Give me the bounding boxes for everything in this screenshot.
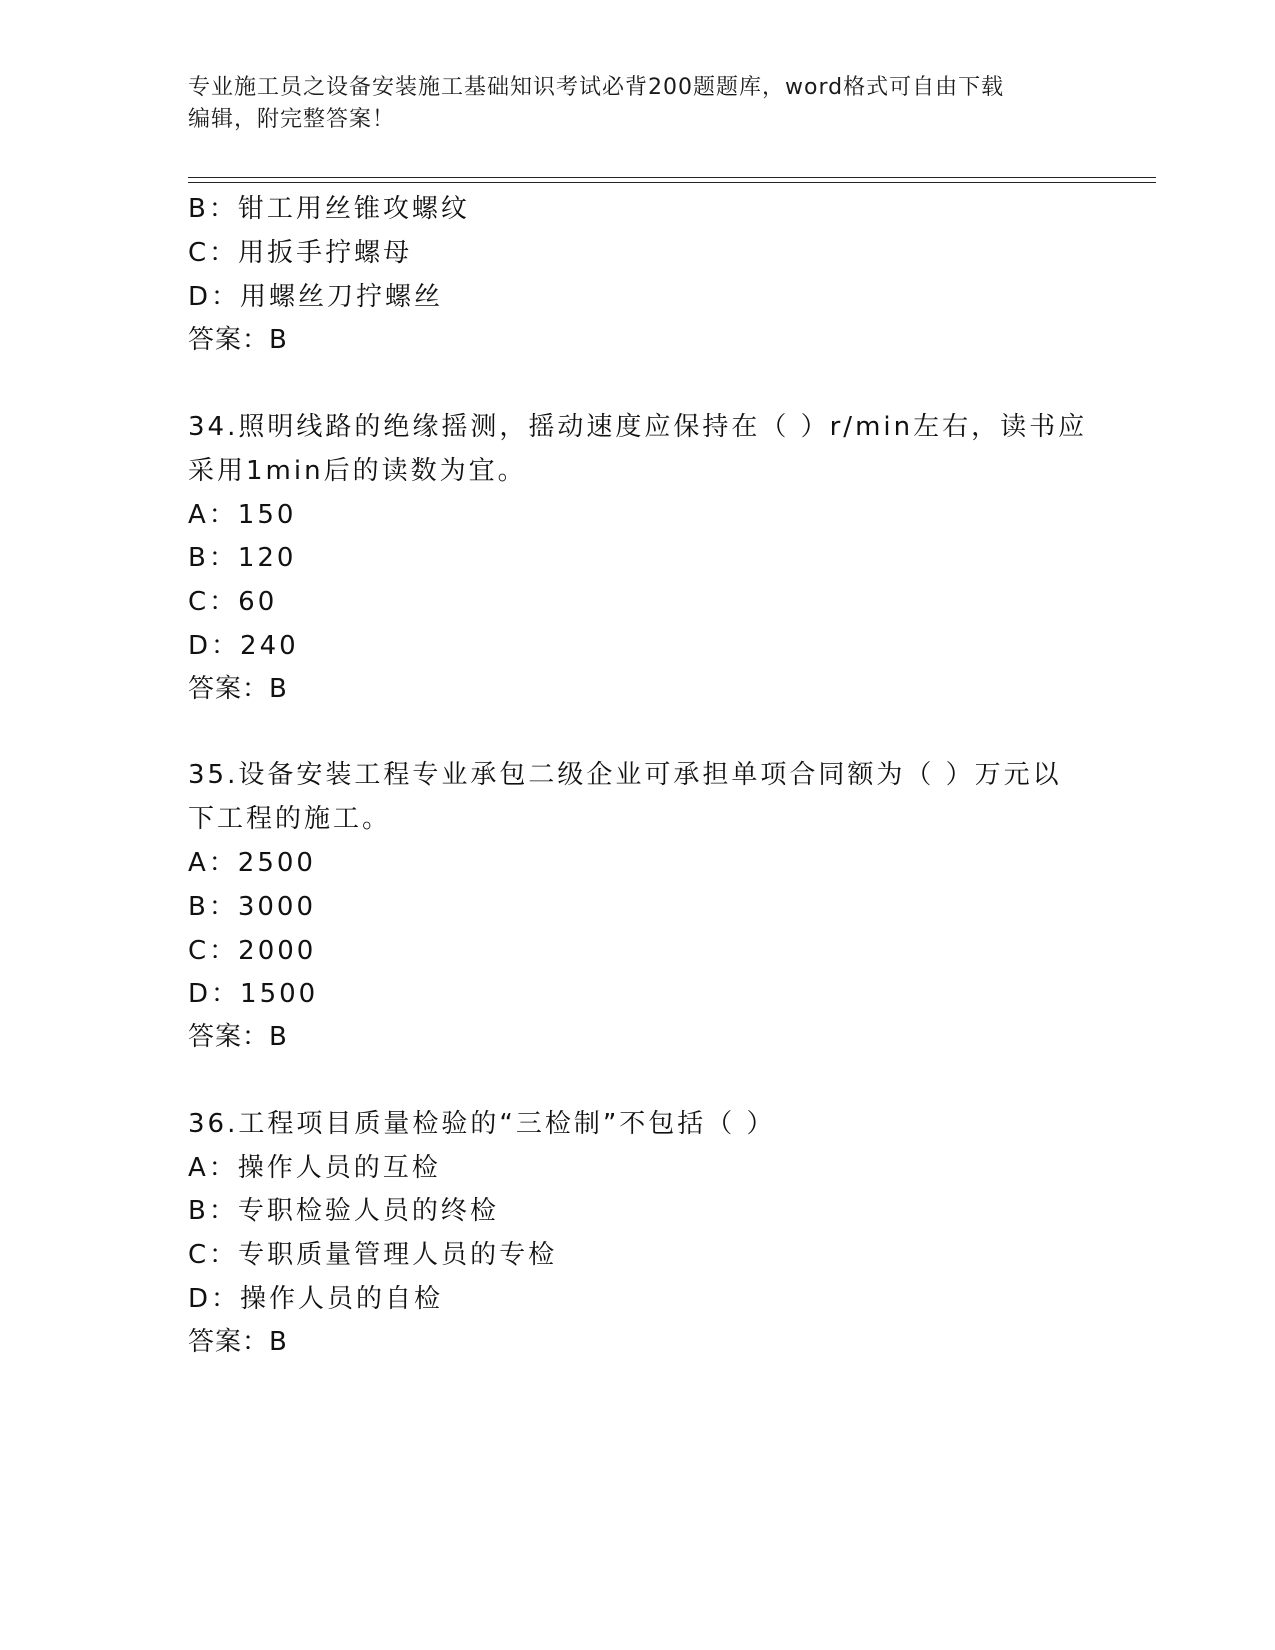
answer: 答案：B	[188, 1022, 288, 1052]
option-b: B：钳工用丝锥攻螺纹	[188, 194, 470, 224]
header-divider	[188, 177, 1156, 178]
option-b: B：120	[188, 543, 297, 573]
header-line: 专业施工员之设备安装施工基础知识考试必背200题题库，word格式可自由下载	[188, 75, 1005, 100]
option-c: C：用扳手拧螺母	[188, 238, 413, 268]
question-text: 35.设备安装工程专业承包二级企业可承担单项合同额为（ ）万元以	[188, 760, 1062, 790]
option-c: C：2000	[188, 936, 317, 966]
answer: 答案：B	[188, 674, 288, 704]
option-d: D：用螺丝刀拧螺丝	[188, 282, 444, 312]
option-d: D：240	[188, 631, 299, 661]
option-a: A：2500	[188, 848, 316, 878]
question-text: 36.工程项目质量检验的“三检制”不包括（ ）	[188, 1109, 776, 1139]
document-header	[188, 72, 1088, 136]
option-c: C：专职质量管理人员的专检	[188, 1240, 558, 1270]
header-divider	[188, 182, 1156, 183]
option-d: D：操作人员的自检	[188, 1284, 444, 1314]
header-line: 编辑，附完整答案！	[188, 107, 396, 132]
question-text: 下工程的施工。	[188, 804, 392, 834]
question-text: 34.照明线路的绝缘摇测，摇动速度应保持在（ ）r/min左右，读书应	[188, 412, 1088, 442]
option-a: A：150	[188, 500, 297, 530]
answer: 答案：B	[188, 1327, 288, 1357]
option-c: C：60	[188, 587, 278, 617]
option-b: B：3000	[188, 892, 317, 922]
question-text: 采用1min后的读数为宜。	[188, 456, 527, 486]
answer: 答案：B	[188, 325, 288, 355]
option-d: D：1500	[188, 979, 319, 1009]
option-a: A：操作人员的互检	[188, 1153, 441, 1183]
option-b: B：专职检验人员的终检	[188, 1196, 499, 1226]
